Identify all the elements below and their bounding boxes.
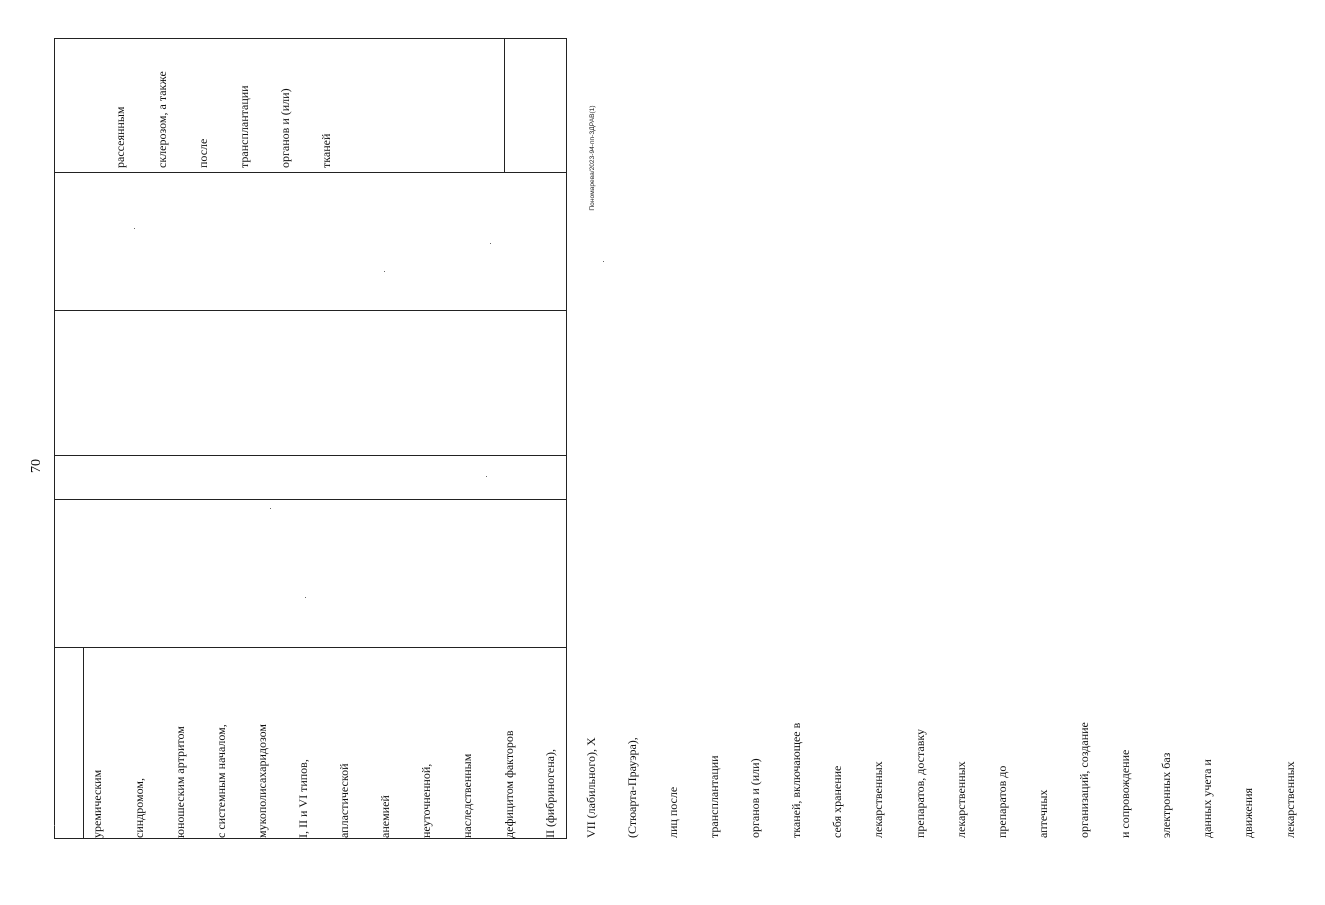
text-line: рассеянным xyxy=(113,106,128,168)
scan-speck xyxy=(54,825,55,826)
text-line: аптечных xyxy=(1035,789,1050,838)
scan-speck xyxy=(384,271,385,272)
text-line: II (фибриногена), xyxy=(542,749,557,838)
scan-speck xyxy=(134,228,135,229)
scan-speck xyxy=(305,597,306,598)
text-line: электронных баз xyxy=(1159,752,1174,838)
column-divider xyxy=(55,310,566,311)
text-line: трансплантации xyxy=(707,755,722,838)
text-line: I, II и VI типов, xyxy=(295,759,310,838)
text-line: склерозом, а также xyxy=(154,71,169,168)
text-line: организаций, создание xyxy=(1077,722,1092,838)
text-line: неуточненной, xyxy=(419,763,434,838)
text-line: уремическим xyxy=(90,769,105,838)
text-line: наследственным xyxy=(460,753,475,838)
left-cell-text xyxy=(64,722,1325,838)
right-cell-text xyxy=(87,71,361,168)
text-line: синдромом, xyxy=(131,777,146,838)
column-divider xyxy=(55,647,566,648)
text-line: дефицитом факторов xyxy=(501,730,516,838)
text-line: препаратов до xyxy=(994,765,1009,838)
text-line: себя хранение xyxy=(830,765,845,838)
text-line: органов и (или) xyxy=(748,758,763,838)
text-line: с системным началом, xyxy=(213,724,228,838)
text-line: мукополисахаридозом xyxy=(254,723,269,838)
text-line: трансплантации xyxy=(236,85,251,168)
text-line: данных учета и xyxy=(1200,759,1215,838)
text-line: движения xyxy=(1241,787,1256,838)
text-line: лекарственных xyxy=(1282,761,1297,838)
scan-speck xyxy=(270,508,271,509)
text-line: тканей, включающее в xyxy=(789,722,804,838)
text-line: апластической xyxy=(337,763,352,838)
scan-speck xyxy=(486,476,487,477)
text-line: лиц после xyxy=(665,786,680,838)
text-line: органов и (или) xyxy=(277,88,292,168)
scan-speck xyxy=(603,261,604,262)
text-line: анемией xyxy=(378,795,393,838)
text-line: (Стюарта-Прауэра), xyxy=(624,737,639,838)
scan-speck xyxy=(490,243,491,244)
text-line: и сопровождение xyxy=(1118,749,1133,838)
text-line: юношеским артритом xyxy=(172,726,187,838)
text-line: VII (лабильного), X xyxy=(583,737,598,838)
text-line: лекарственных xyxy=(871,761,886,838)
document-code: Пономарева/2023-94-пп-ЗДРАВ(1) xyxy=(589,105,596,211)
text-line: препаратов, доставку xyxy=(912,728,927,838)
column-divider xyxy=(55,455,566,456)
text-line: тканей xyxy=(318,133,333,168)
text-line: после xyxy=(195,138,210,168)
column-divider xyxy=(55,172,566,173)
row-divider xyxy=(504,39,505,172)
page-number: 70 xyxy=(29,459,44,473)
text-line: лекарственных xyxy=(953,761,968,838)
column-divider xyxy=(55,499,566,500)
